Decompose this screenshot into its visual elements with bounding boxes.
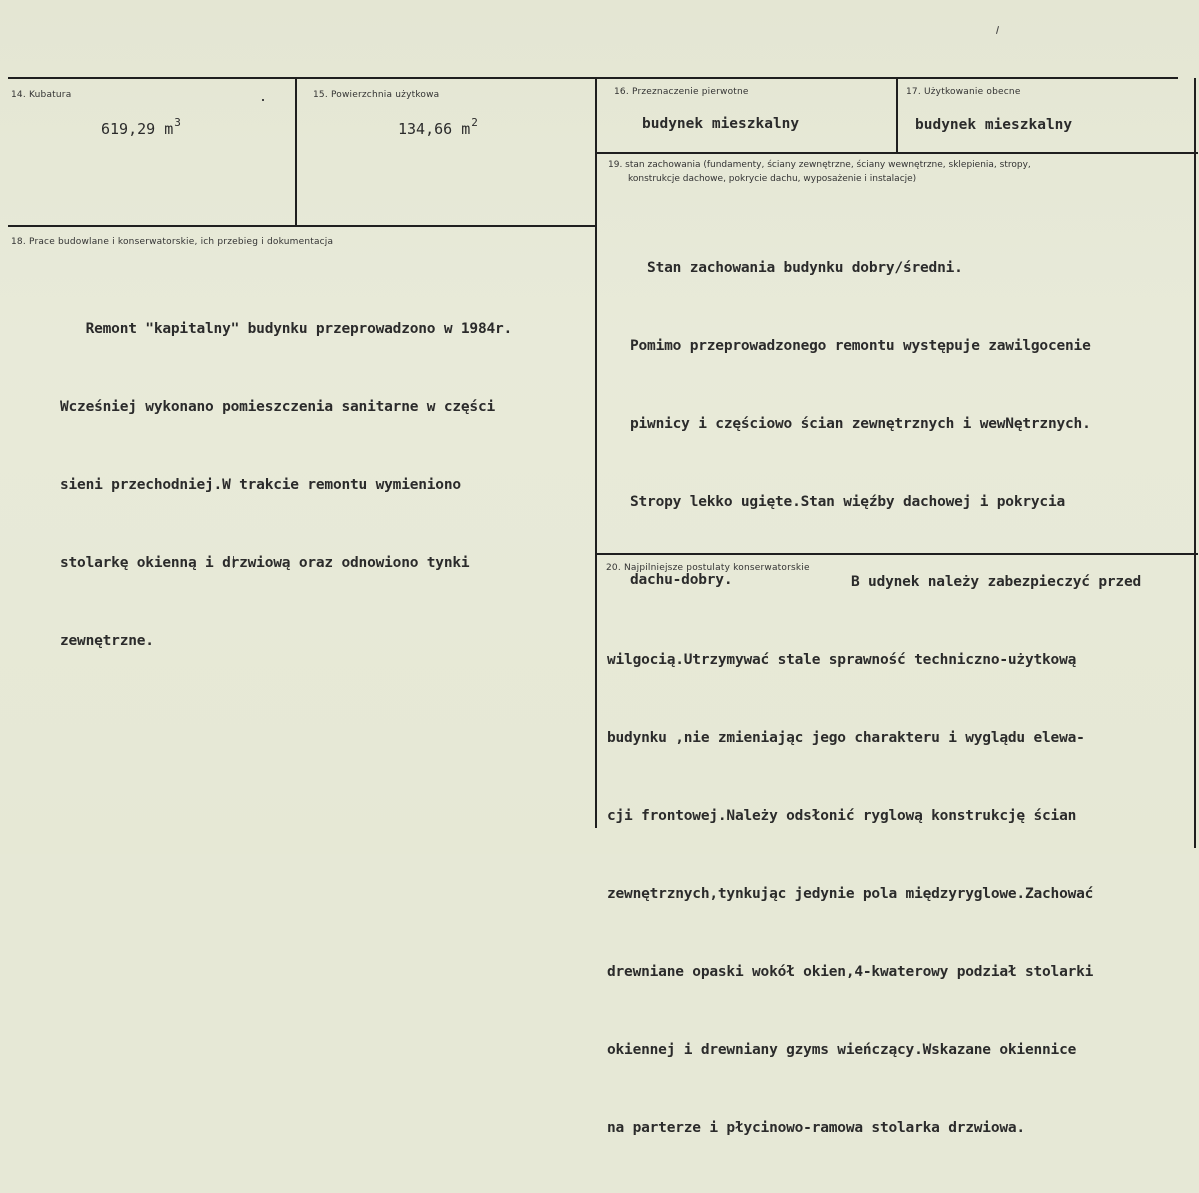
stan-line: Pomimo przeprowadzonego remontu występuje zawilgocenie <box>630 338 1091 354</box>
pencil-dot <box>262 99 264 101</box>
postulaty-first-line: B udynek należy zabezpieczyć przed <box>851 574 1142 590</box>
prace-line: sieni przechodniej.W trakcie remontu wymieniono <box>60 477 461 493</box>
przeznaczenie-label: 16. Przeznaczenie pierwotne <box>614 87 749 97</box>
postulaty-line: zewnętrznych,tynkując jedynie pola międzyryglowe.Zachować <box>607 886 1094 902</box>
kubatura-exponent: 3 <box>174 116 181 129</box>
kubatura-value <box>101 116 181 138</box>
column-divider-main <box>595 78 597 828</box>
powierzchnia-value <box>398 116 478 138</box>
prace-line: zewnętrzne. <box>60 633 154 649</box>
column-divider-1 <box>295 78 297 226</box>
prace-line: Wcześniej wykonano pomieszczenia sanitarne w części <box>60 399 496 415</box>
stan-line: piwnicy i częściowo ścian zewnętrznych i wewNętrznych. <box>630 416 1091 432</box>
uzytkowanie-label: 17. Użytkowanie obecne <box>906 87 1021 97</box>
postulaty-label: 20. Najpilniejsze postulaty konserwatorskie <box>606 563 810 573</box>
kubatura-number: 619,29 m <box>101 120 174 138</box>
stan-line: Stan zachowania budynku dobry/średni. <box>630 260 963 276</box>
column-divider-3 <box>896 78 898 153</box>
postulaty-line: drewniane opaski wokół okien,4-kwaterowy podział stolarki <box>607 964 1094 980</box>
postulaty-line: okiennej i drewniany gzyms wieńczący.Wskazane okiennice <box>607 1042 1077 1058</box>
kubatura-label: 14. Kubatura <box>11 90 72 100</box>
pencil-mark <box>996 26 999 34</box>
postulaty-line: budynku ,nie zmieniając jego charakteru i wyglądu elewa- <box>607 730 1085 746</box>
prace-line: stolarkę okienną i drzwiową oraz odnowiono tynki <box>60 555 470 571</box>
stan-line: Stropy lekko ugięte.Stan więźby dachowej i pokrycia <box>630 494 1066 510</box>
postulaty-line: na parterze i płycinowo-ramowa stolarka drzwiowa. <box>607 1120 1025 1136</box>
przeznaczenie-value: budynek mieszkalny <box>642 116 800 132</box>
top-rule <box>8 77 1178 79</box>
prace-label: 18. Prace budowlane i konserwatorskie, ich przebieg i dokumentacja <box>11 237 334 247</box>
postulaty-line: wilgocią.Utrzymywać stale sprawność techniczno-użytkową <box>607 652 1077 668</box>
powierzchnia-label: 15. Powierzchnia użytkowa <box>313 90 440 100</box>
right-border <box>1194 78 1196 848</box>
powierzchnia-number: 134,66 m <box>398 120 471 138</box>
stan-label-line: konstrukcje dachowe, pokrycie dachu, wyposażenie i instalacje) <box>628 174 917 184</box>
postulaty-line: cji frontowej.Należy odsłonić ryglową konstrukcję ścian <box>607 808 1077 824</box>
uzytkowanie-value: budynek mieszkalny <box>915 117 1073 133</box>
prace-line: Remont "kapitalny" budynku przeprowadzono w 1984r. <box>60 321 513 337</box>
stan-line: dachu-dobry. <box>630 572 733 588</box>
stan-label <box>608 158 1031 186</box>
postulaty-text <box>607 595 1093 1193</box>
prace-text <box>60 264 512 706</box>
row-divider-left <box>8 225 596 227</box>
powierzchnia-exponent: 2 <box>471 116 478 129</box>
stan-label-line: 19. stan zachowania (fundamenty, ściany zewnętrzne, ściany wewnętrzne, sklepienia, stropy, <box>608 160 1031 170</box>
